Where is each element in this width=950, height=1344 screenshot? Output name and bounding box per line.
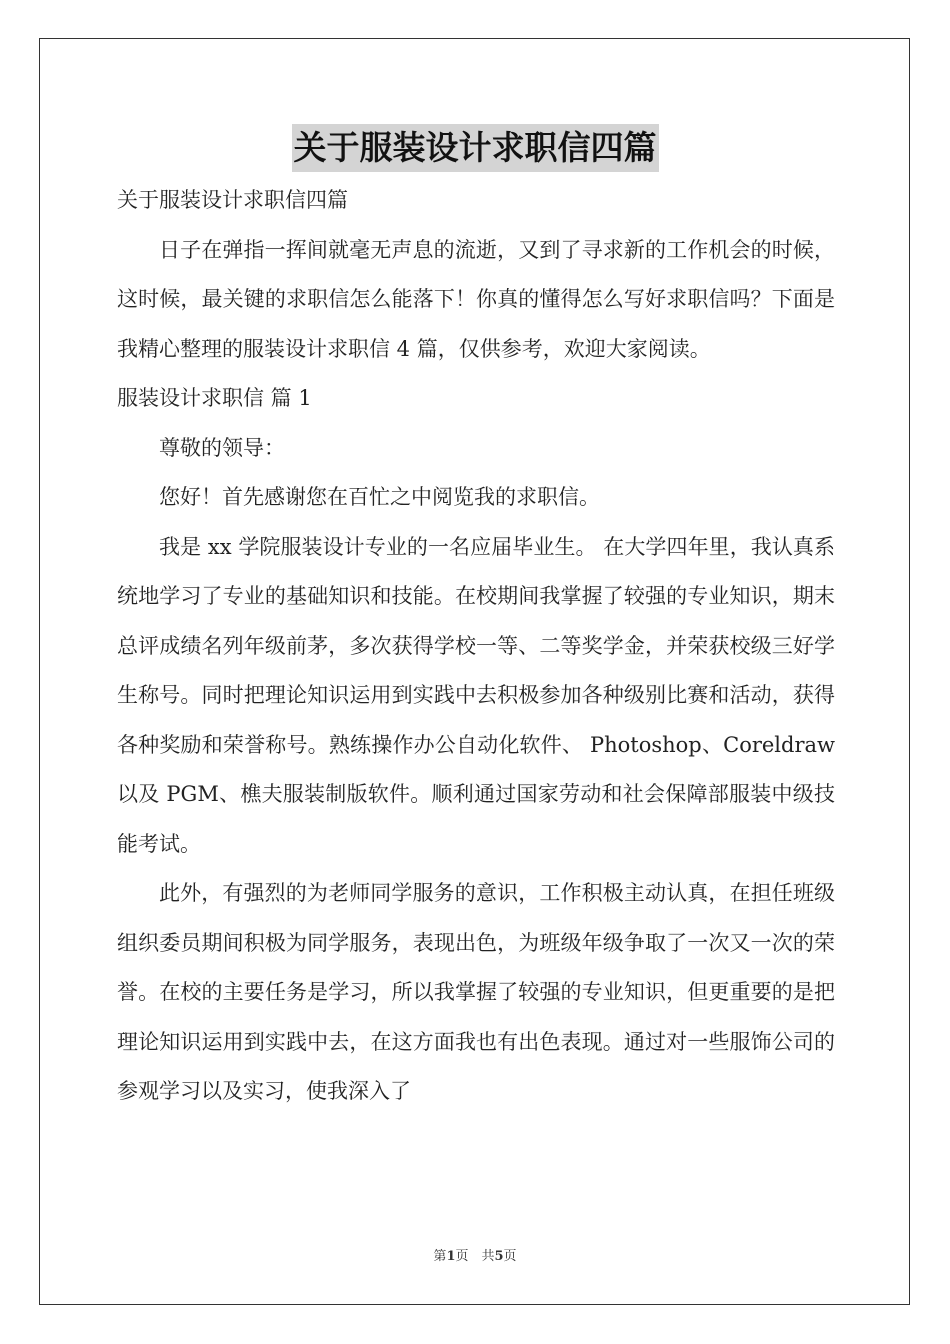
- title-container: [0, 124, 950, 172]
- page-mid: 页 共: [455, 1249, 495, 1264]
- page-suffix: 页: [503, 1249, 517, 1264]
- document-body: [117, 176, 835, 1117]
- document-title: 关于服装设计求职信四篇: [292, 124, 659, 172]
- body-paragraph-1: 我是 xx 学院服装设计专业的一名应届毕业生。 在大学四年里，我认真系统地学习了专业的基础知识和技能。在校期间我掌握了较强的专业知识，期末总评成绩名列年级前茅，多次获得学校一等、二等奖学金，并荣获校级三好学生称号。同时把理论知识运用到实践中去积极参加各种级别比赛和活动，获得各种奖励和荣誉称号。熟练操作办公自动化软件、 Photoshop、Coreldraw 以及 PGM、樵夫服装制版软件。顺利通过国家劳动和社会保障部服装中级技能考试。: [117, 534, 835, 856]
- section-heading: 服装设计求职信 篇 1: [117, 386, 312, 410]
- page-footer: [0, 1245, 950, 1264]
- greeting: 您好！首先感谢您在百忙之中阅览我的求职信。: [159, 485, 600, 509]
- page-prefix: 第: [433, 1249, 447, 1264]
- body-paragraph-2: 此外，有强烈的为老师同学服务的意识，工作积极主动认真，在担任班级组织委员期间积极为同学服务，表现出色，为班级年级争取了一次又一次的荣誉。在校的主要任务是学习，所以我掌握了较强的专业知识，但更重要的是把理论知识运用到实践中去，在这方面我也有出色表现。通过对一些服饰公司的参观学习以及实习，使我深入了: [117, 881, 835, 1103]
- current-page-number: 1: [446, 1249, 456, 1264]
- total-pages-number: 5: [494, 1249, 504, 1264]
- subtitle: 关于服装设计求职信四篇: [117, 188, 348, 212]
- salutation: 尊敬的领导：: [159, 435, 285, 460]
- intro-paragraph: 日子在弹指一挥间就毫无声息的流逝，又到了寻求新的工作机会的时候，这时候，最关键的求职信怎么能落下！你真的懂得怎么写好求职信吗？下面是我精心整理的服装设计求职信 4 篇，仅供参考，欢迎大家阅读。: [117, 237, 835, 361]
